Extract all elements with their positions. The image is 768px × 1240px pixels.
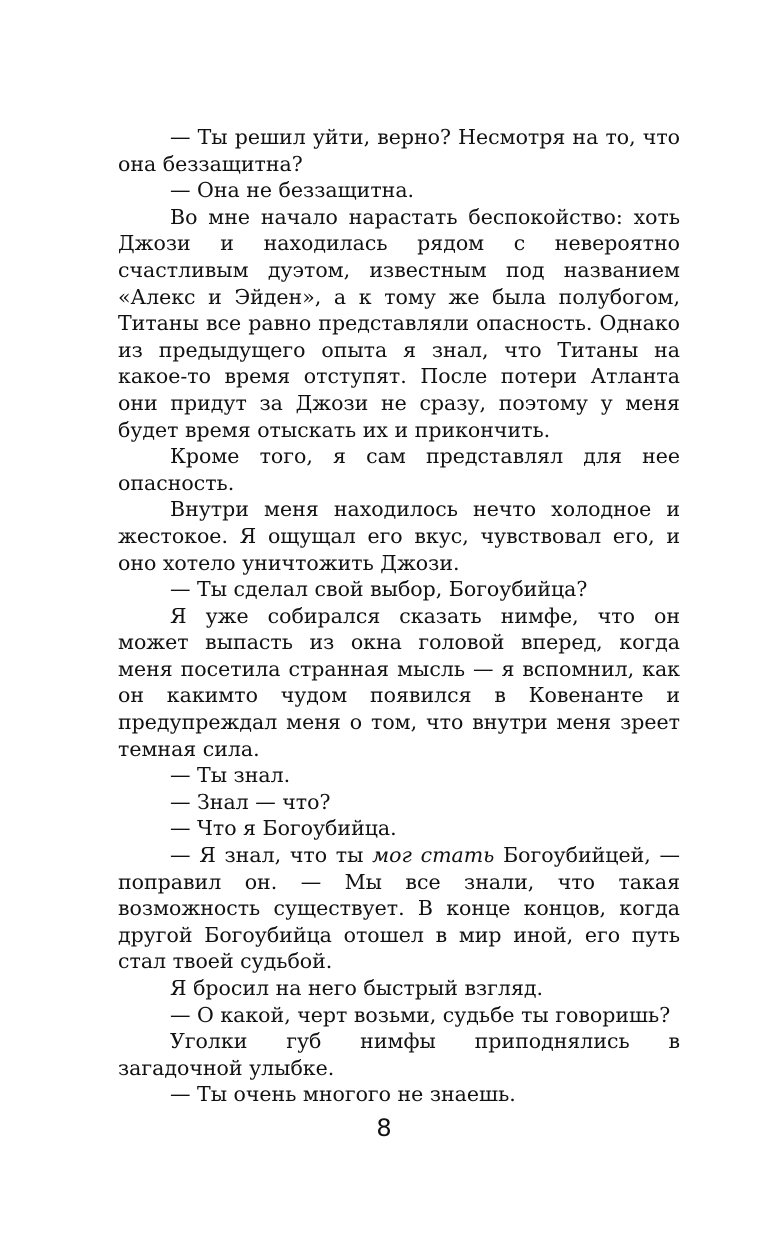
paragraph: — Что я Богоубийца. bbox=[170, 816, 397, 841]
paragraph: — Ты сделал свой выбор, Богоубийца? bbox=[170, 577, 588, 602]
paragraph: — Ты решил уйти, верно? Несмотря на то, что она беззащитна? bbox=[118, 125, 680, 176]
paragraph-with-emphasis bbox=[118, 842, 680, 975]
paragraph: Во мне начало нарастать беспокойство: хоть Джози и находилась рядом с невероятно счастливым дуэтом, известным под названием «Алекс и Эйден», а к тому же была полубогом, Титаны все равно представляли опасность. Однако из предыдущего опыта я знал, что Титаны на какое-то время отступят. После потери Атланта они придут за Джози не сразу, поэтому у меня будет время отыскать их и прикончить. bbox=[118, 204, 680, 442]
emphasis-text: мог стать bbox=[372, 843, 495, 868]
page-body bbox=[118, 124, 680, 1108]
paragraph: Я уже собирался сказать нимфе, что он может выпасть из окна головой вперед, когда меня посетила странная мысль — я вспомнил, как он какимто чудом появился в Ковенанте и предупреждал меня о том, что внутри меня зреет темная сила. bbox=[118, 603, 680, 761]
page-number: 8 bbox=[376, 1114, 392, 1142]
paragraph-text: Богоубийцей, — поправил он. — Мы все знали, что такая возможность существует. В конце концов, когда другой Богоубийца отошел в мир иной, его путь стал твоей судьбой. bbox=[118, 843, 681, 974]
paragraph: Уголки губ нимфы приподнялись в загадочной улыбке. bbox=[118, 1029, 680, 1080]
paragraph-text: — Я знал, что ты bbox=[170, 843, 373, 868]
paragraph: Я бросил на него быстрый взгляд. bbox=[170, 976, 544, 1000]
paragraph: — Знал — что? bbox=[170, 789, 331, 814]
paragraph: — Ты очень многого не знаешь. bbox=[170, 1082, 516, 1107]
paragraph: — Ты знал. bbox=[170, 763, 291, 788]
paragraph: Внутри меня находилось нечто холодное и жестокое. Я ощущал его вкус, чувствовал его, и оно хотело уничтожить Джози. bbox=[118, 497, 680, 575]
paragraph: — Она не беззащитна. bbox=[170, 178, 415, 203]
paragraph: Кроме того, я сам представлял для нее опасность. bbox=[118, 444, 680, 495]
paragraph: — О какой, черт возьми, судьбе ты говоришь? bbox=[170, 1002, 671, 1027]
